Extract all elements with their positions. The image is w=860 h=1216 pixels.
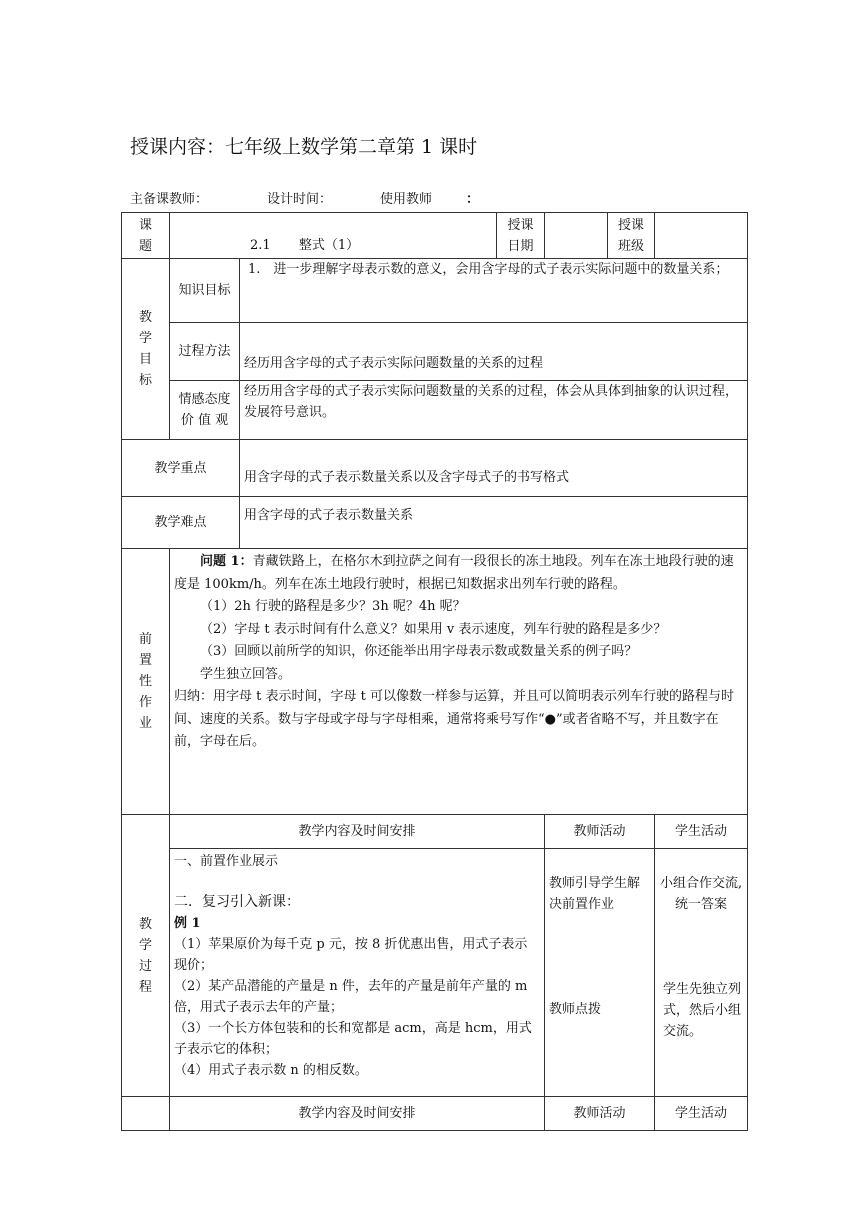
teacher-activity-1: 教师引导学生解决前置作业 <box>549 876 641 912</box>
next-header-row <box>122 1097 748 1131</box>
lead-teacher-label: 主备课教师： <box>130 192 209 207</box>
key-point-label: 教学重点 <box>122 440 240 497</box>
difficult-point-label: 教学难点 <box>122 497 240 549</box>
example-1: （1）苹果原价为每千克 p 元，按 8 折优惠出售，用式子表示现价； <box>174 937 528 973</box>
pre-homework-content <box>170 549 748 815</box>
knowledge-label: 知识目标 <box>170 259 240 323</box>
teacher-activity <box>545 849 655 1097</box>
difficult-point-row <box>122 497 748 549</box>
next-col-content-header: 教学内容及时间安排 <box>170 1097 545 1131</box>
page-title: 授课内容：七年级上数学第二章第 1 课时 <box>130 136 478 158</box>
difficult-point-text: 用含字母的式子表示数量关系 <box>240 497 748 549</box>
example-3: （3）一个长方体包装和的长和宽都是 acm，高是 hcm，用式子表示它的体积； <box>174 1021 532 1057</box>
teacher-activity-2: 教师点拨 <box>549 1002 602 1017</box>
example-label: 例 1 <box>174 916 201 931</box>
example-2: （2）某产品潜能的产量是 n 件，去年的产量是前年产量的 m 倍，用式子表示去年的产量； <box>174 979 528 1015</box>
student-activity-2: 学生先独立列式，然后小组交流。 <box>663 982 742 1039</box>
date-value <box>545 213 608 259</box>
topic-cell <box>170 213 497 259</box>
emotion-text: 经历用含字母的式子表示实际问题数量的关系的过程，体会从具体到抽象的认识过程，发展符号意识。 <box>240 381 748 440</box>
col-teacher-header: 教师活动 <box>545 815 655 849</box>
col-student-header: 学生活动 <box>655 815 748 849</box>
summary: 归纳：用字母 t 表示时间，字母 t 可以像数一样参与运算，并且可以简明表示列车行驶的路程与时间、速度的关系。数与字母或字母与字母相乘，通常将乘号写作“●”或者省略不写，并且数字在前，字母在后。 <box>174 689 734 749</box>
date-label: 授课 日期 <box>497 213 545 259</box>
question-1 <box>174 551 743 596</box>
pre-homework-row <box>122 549 748 815</box>
student-answer-note: 学生独立回答。 <box>200 666 292 682</box>
design-time-label: 设计时间： <box>267 192 333 207</box>
topic-number: 2.1 <box>250 238 271 253</box>
objective-process-row <box>122 323 748 381</box>
next-col-student-header: 学生活动 <box>655 1097 748 1131</box>
key-point-row <box>122 440 748 497</box>
student-activity-1a: 小组合作交流, <box>659 876 743 891</box>
colon-mark: ： <box>466 192 480 207</box>
topic-label: 课 题 <box>122 213 170 259</box>
process-text: 经历用含字母的式子表示实际问题数量的关系的过程 <box>240 323 748 381</box>
step-1: 一、前置作业展示 <box>174 854 279 869</box>
objectives-side-label: 教 学 目 标 <box>122 259 170 440</box>
next-side-empty <box>122 1097 170 1131</box>
col-content-header: 教学内容及时间安排 <box>170 815 545 849</box>
question-a: （1）2h 行驶的路程是多少？3h 呢？4h 呢？ <box>200 599 466 614</box>
question-1-text: 青藏铁路上，在格尔木到拉萨之间有一段很长的冻土地段。列车在冻土地段行驶的速度是 100km/h。列车在冻土地段行驶时，根据已知数据求出列车行驶的路程。 <box>174 554 734 592</box>
process-content <box>170 849 545 1097</box>
example-4: （4）用式子表示数 n 的相反数。 <box>174 1063 368 1078</box>
next-col-teacher-header: 教师活动 <box>545 1097 655 1131</box>
student-activity <box>655 849 748 1097</box>
topic-name: 整式（1） <box>298 238 360 253</box>
topic-row <box>122 213 748 259</box>
emotion-label: 情感态度 价 值 观 <box>170 381 240 440</box>
meta-line <box>130 188 479 207</box>
question-c: （3）回顾以前所学的知识，你还能举出用字母表示数或数量关系的例子吗？ <box>200 644 638 659</box>
knowledge-text: 1. 进一步理解字母表示数的意义，会用含字母的式子表示实际问题中的数量关系； <box>240 259 748 323</box>
process-content-row <box>122 849 748 1097</box>
lesson-plan-table <box>121 212 748 1131</box>
objective-emotion-row <box>122 381 748 440</box>
step-2: 二．复习引入新课： <box>174 894 300 910</box>
key-point-text: 用含字母的式子表示数量关系以及含字母式子的书写格式 <box>240 440 748 497</box>
process-header-row <box>122 815 748 849</box>
using-teacher-label: 使用教师 <box>380 192 433 207</box>
objective-knowledge-row <box>122 259 748 323</box>
process-label: 过程方法 <box>170 323 240 381</box>
student-activity-1b: 统一答案 <box>675 897 728 912</box>
process-side-label: 教 学 过 程 <box>122 815 170 1097</box>
question-1-label: 问题 1： <box>200 554 253 569</box>
question-b: （2）字母 t 表示时间有什么意义？如果用 v 表示速度，列车行驶的路程是多少？ <box>200 621 667 637</box>
class-label: 授课 班级 <box>608 213 655 259</box>
pre-homework-side-label: 前 置 性 作 业 <box>122 549 170 815</box>
class-value <box>655 213 748 259</box>
